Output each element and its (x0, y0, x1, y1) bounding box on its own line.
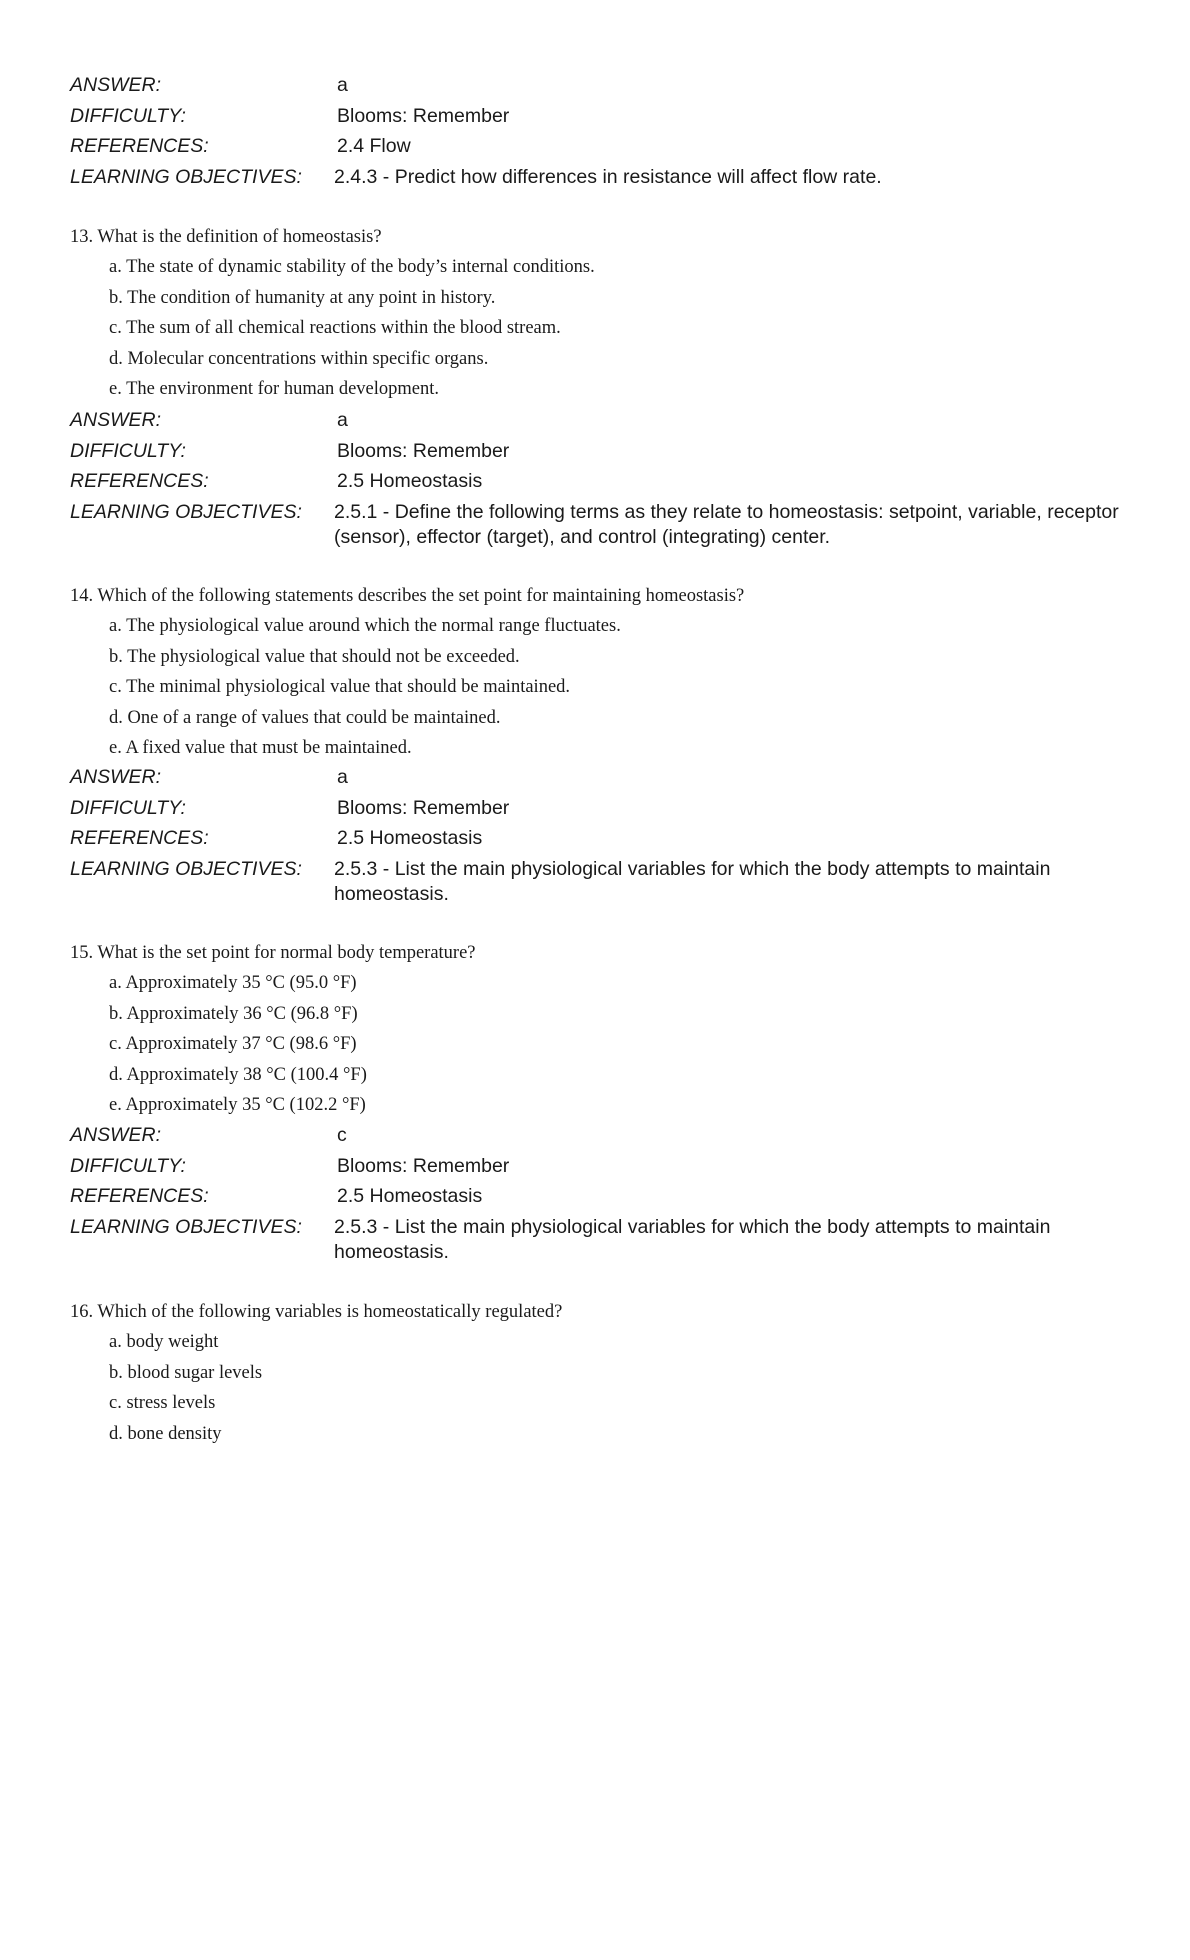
option-a: a. The physiological value around which the normal range fluctuates. (109, 616, 621, 636)
learning-objectives-value: 2.5.1 - Define the following terms as they relate to homeostasis: setpoint, variable, receptor (sensor), effector (target), and control (integrating) center. (334, 500, 1119, 548)
learning-objectives-label: LEARNING OBJECTIVES: (70, 165, 302, 188)
references-value: 2.5 Homeostasis (337, 827, 483, 849)
references-value: 2.5 Homeostasis (337, 470, 483, 492)
answer-options (70, 1327, 1130, 1449)
difficulty-label: DIFFICULTY: (70, 104, 186, 127)
learning-objectives-label: LEARNING OBJECTIVES: (70, 1215, 302, 1238)
answer-row (70, 70, 1130, 101)
learning-objectives-row (70, 854, 1130, 907)
references-row (70, 466, 1130, 497)
answer-value: a (337, 766, 348, 788)
option-b: b. The physiological value that should not be exceeded. (109, 646, 520, 667)
difficulty-row (70, 436, 1130, 467)
option-b: b. The condition of humanity at any point in history. (109, 287, 496, 308)
q14-metadata (70, 762, 1130, 907)
question-15 (70, 938, 1130, 1121)
q13-metadata (70, 405, 1130, 550)
references-value: 2.4 Flow (337, 135, 411, 157)
option-e: e. A fixed value that must be maintained. (109, 738, 412, 758)
option-a: a. The state of dynamic stability of the body’s internal conditions. (109, 257, 595, 277)
learning-objectives-value: 2.5.3 - List the main physiological variables for which the body attempts to maintain homeostasis. (334, 1215, 1051, 1263)
difficulty-value: Blooms: Remember (337, 796, 510, 819)
option-e: e. The environment for human development. (109, 379, 439, 399)
references-row (70, 1181, 1130, 1212)
answer-value: a (337, 74, 348, 96)
references-row (70, 823, 1130, 854)
difficulty-row (70, 793, 1130, 824)
answer-row (70, 405, 1130, 436)
question-stem: 15. What is the set point for normal body temperature? (70, 943, 476, 963)
learning-objectives-label: LEARNING OBJECTIVES: (70, 500, 302, 523)
references-value: 2.5 Homeostasis (337, 1185, 483, 1207)
answer-options (70, 968, 1130, 1121)
option-c: c. stress levels (109, 1393, 216, 1413)
question-stem: 13. What is the definition of homeostasis? (70, 227, 382, 247)
answer-label: ANSWER: (70, 409, 162, 431)
question-16 (70, 1297, 1130, 1449)
learning-objectives-value: 2.5.3 - List the main physiological variables for which the body attempts to maintain homeostasis. (334, 857, 1051, 905)
learning-objectives-row (70, 497, 1130, 550)
option-a: a. Approximately 35 °C (95.0 °F) (109, 973, 357, 993)
option-c: c. The sum of all chemical reactions within the blood stream. (109, 318, 561, 338)
references-label: REFERENCES: (70, 135, 209, 157)
option-c: c. The minimal physiological value that should be maintained. (109, 677, 571, 697)
option-b: b. Approximately 36 °C (96.8 °F) (109, 1003, 358, 1024)
q12-metadata (70, 70, 1130, 190)
difficulty-label: DIFFICULTY: (70, 1154, 186, 1177)
difficulty-value: Blooms: Remember (337, 104, 510, 127)
question-stem: 16. Which of the following variables is homeostatically regulated? (70, 1302, 563, 1322)
option-b: b. blood sugar levels (109, 1362, 263, 1383)
learning-objectives-value: 2.4.3 - Predict how differences in resistance will affect flow rate. (334, 165, 882, 188)
learning-objectives-row (70, 1212, 1130, 1265)
answer-value: c (337, 1124, 347, 1146)
answer-label: ANSWER: (70, 74, 162, 96)
option-a: a. body weight (109, 1332, 219, 1352)
answer-value: a (337, 409, 348, 431)
option-c: c. Approximately 37 °C (98.6 °F) (109, 1034, 357, 1054)
references-label: REFERENCES: (70, 1185, 209, 1207)
difficulty-label: DIFFICULTY: (70, 796, 186, 819)
learning-objectives-row (70, 162, 1130, 190)
answer-row (70, 1120, 1130, 1151)
option-d: d. Approximately 38 °C (100.4 °F) (109, 1064, 367, 1085)
option-e: e. Approximately 35 °C (102.2 °F) (109, 1095, 366, 1115)
option-d: d. Molecular concentrations within specific organs. (109, 348, 489, 369)
answer-label: ANSWER: (70, 766, 162, 788)
references-label: REFERENCES: (70, 827, 209, 849)
difficulty-row (70, 101, 1130, 132)
answer-options (70, 252, 1130, 405)
difficulty-label: DIFFICULTY: (70, 439, 186, 462)
difficulty-row (70, 1151, 1130, 1182)
difficulty-value: Blooms: Remember (337, 1154, 510, 1177)
answer-options (70, 611, 1130, 764)
q15-metadata (70, 1120, 1130, 1265)
answer-row (70, 762, 1130, 793)
answer-label: ANSWER: (70, 1124, 162, 1146)
difficulty-value: Blooms: Remember (337, 439, 510, 462)
question-stem: 14. Which of the following statements describes the set point for maintaining homeostasis? (70, 586, 745, 606)
question-13 (70, 222, 1130, 405)
option-d: d. bone density (109, 1423, 222, 1444)
option-d: d. One of a range of values that could be maintained. (109, 707, 501, 728)
references-label: REFERENCES: (70, 470, 209, 492)
references-row (70, 131, 1130, 162)
learning-objectives-label: LEARNING OBJECTIVES: (70, 857, 302, 880)
question-14 (70, 581, 1130, 764)
